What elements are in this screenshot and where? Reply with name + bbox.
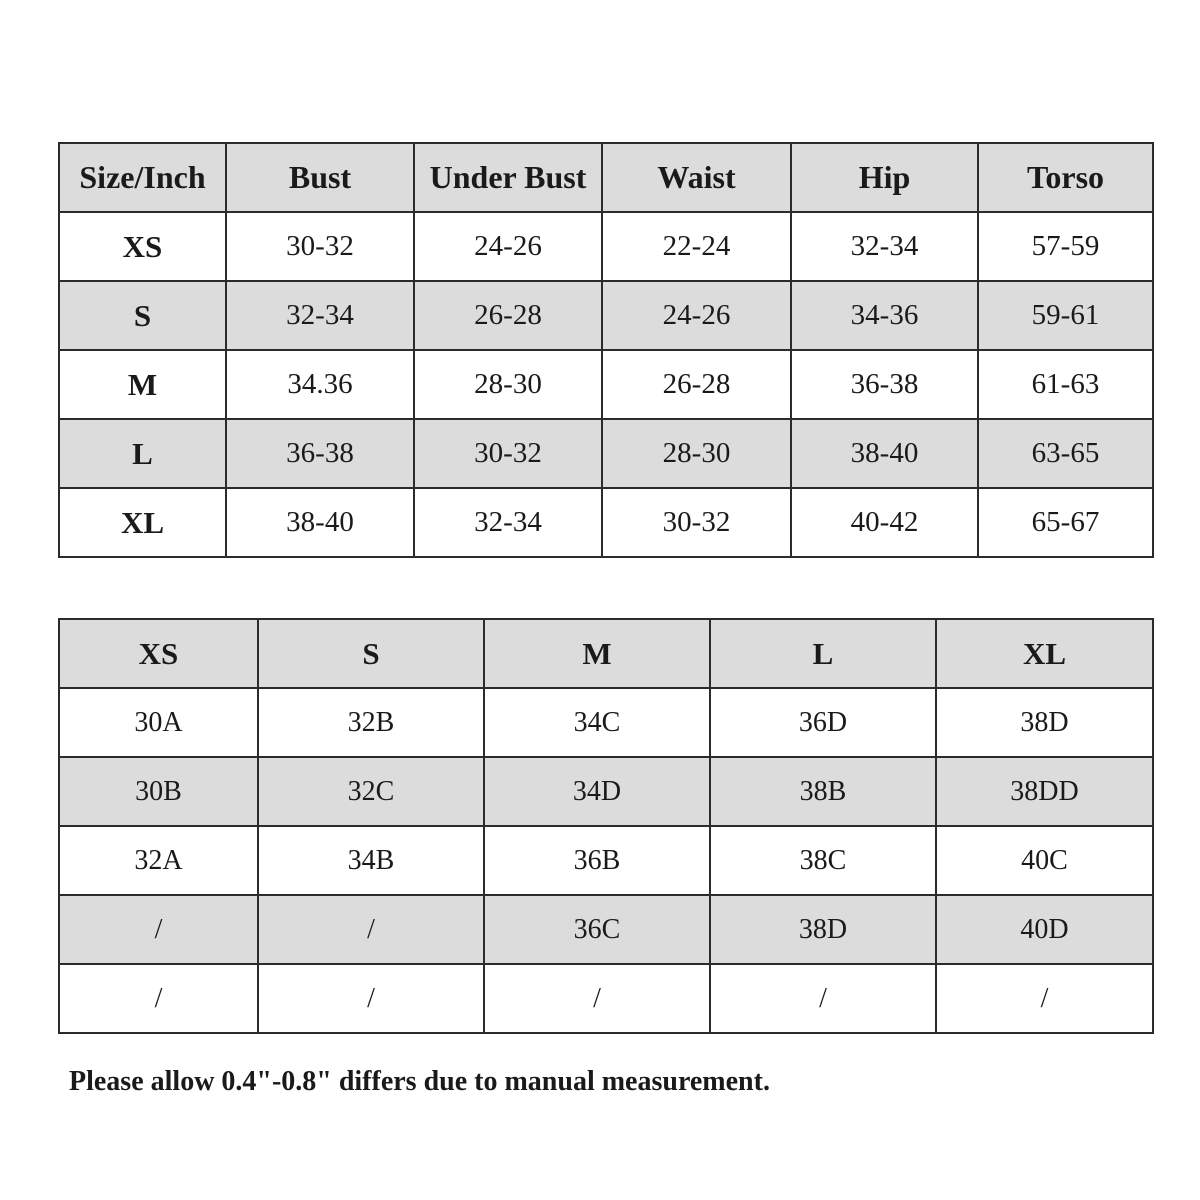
hip-value: 32-34 xyxy=(791,212,978,281)
hip-value: 40-42 xyxy=(791,488,978,557)
cup-cell: / xyxy=(710,964,936,1033)
under-bust-value: 30-32 xyxy=(414,419,602,488)
waist-value: 30-32 xyxy=(602,488,791,557)
waist-value: 28-30 xyxy=(602,419,791,488)
header-under-bust: Under Bust xyxy=(414,143,602,212)
header-waist: Waist xyxy=(602,143,791,212)
header-l: L xyxy=(710,619,936,688)
table-row xyxy=(59,419,1153,488)
size-label: S xyxy=(59,281,226,350)
hip-value: 38-40 xyxy=(791,419,978,488)
bust-value: 32-34 xyxy=(226,281,414,350)
size-label: XS xyxy=(59,212,226,281)
size-table-header-row xyxy=(59,143,1153,212)
waist-value: 26-28 xyxy=(602,350,791,419)
table-row xyxy=(59,488,1153,557)
size-label: L xyxy=(59,419,226,488)
measurement-note: Please allow 0.4"-0.8" differs due to manual measurement. xyxy=(69,1066,770,1097)
header-size-inch: Size/Inch xyxy=(59,143,226,212)
cup-cell: 30B xyxy=(59,757,258,826)
cup-cell: 32A xyxy=(59,826,258,895)
header-bust: Bust xyxy=(226,143,414,212)
cup-cell: 34C xyxy=(484,688,710,757)
cup-cell: 38DD xyxy=(936,757,1153,826)
size-measurement-table xyxy=(58,142,1154,558)
cup-cell: 30A xyxy=(59,688,258,757)
header-xs: XS xyxy=(59,619,258,688)
bust-value: 36-38 xyxy=(226,419,414,488)
cup-cell: 36C xyxy=(484,895,710,964)
cup-cell: / xyxy=(936,964,1153,1033)
cup-cell: 34B xyxy=(258,826,484,895)
size-label: M xyxy=(59,350,226,419)
cup-cell: 32C xyxy=(258,757,484,826)
waist-value: 24-26 xyxy=(602,281,791,350)
under-bust-value: 26-28 xyxy=(414,281,602,350)
torso-value: 65-67 xyxy=(978,488,1153,557)
cup-size-table xyxy=(58,618,1154,1034)
bust-value: 30-32 xyxy=(226,212,414,281)
header-xl: XL xyxy=(936,619,1153,688)
table-row xyxy=(59,964,1153,1033)
table-row xyxy=(59,281,1153,350)
under-bust-value: 28-30 xyxy=(414,350,602,419)
bust-value: 34.36 xyxy=(226,350,414,419)
waist-value: 22-24 xyxy=(602,212,791,281)
cup-cell: 38C xyxy=(710,826,936,895)
torso-value: 61-63 xyxy=(978,350,1153,419)
under-bust-value: 24-26 xyxy=(414,212,602,281)
cup-cell: 38B xyxy=(710,757,936,826)
table-row xyxy=(59,757,1153,826)
under-bust-value: 32-34 xyxy=(414,488,602,557)
table-row xyxy=(59,212,1153,281)
cup-cell: 36D xyxy=(710,688,936,757)
cup-cell: 38D xyxy=(710,895,936,964)
cup-cell: / xyxy=(258,895,484,964)
hip-value: 36-38 xyxy=(791,350,978,419)
table-row xyxy=(59,826,1153,895)
cup-cell: 36B xyxy=(484,826,710,895)
table-row xyxy=(59,895,1153,964)
cup-table-header-row xyxy=(59,619,1153,688)
torso-value: 59-61 xyxy=(978,281,1153,350)
cup-cell: 40C xyxy=(936,826,1153,895)
hip-value: 34-36 xyxy=(791,281,978,350)
size-label: XL xyxy=(59,488,226,557)
cup-cell: / xyxy=(258,964,484,1033)
cup-cell: / xyxy=(59,964,258,1033)
cup-cell: 40D xyxy=(936,895,1153,964)
cup-cell: 34D xyxy=(484,757,710,826)
cup-cell: / xyxy=(484,964,710,1033)
table-row xyxy=(59,350,1153,419)
header-hip: Hip xyxy=(791,143,978,212)
torso-value: 57-59 xyxy=(978,212,1153,281)
header-s: S xyxy=(258,619,484,688)
header-torso: Torso xyxy=(978,143,1153,212)
bust-value: 38-40 xyxy=(226,488,414,557)
cup-cell: 32B xyxy=(258,688,484,757)
torso-value: 63-65 xyxy=(978,419,1153,488)
cup-cell: / xyxy=(59,895,258,964)
cup-cell: 38D xyxy=(936,688,1153,757)
header-m: M xyxy=(484,619,710,688)
table-row xyxy=(59,688,1153,757)
